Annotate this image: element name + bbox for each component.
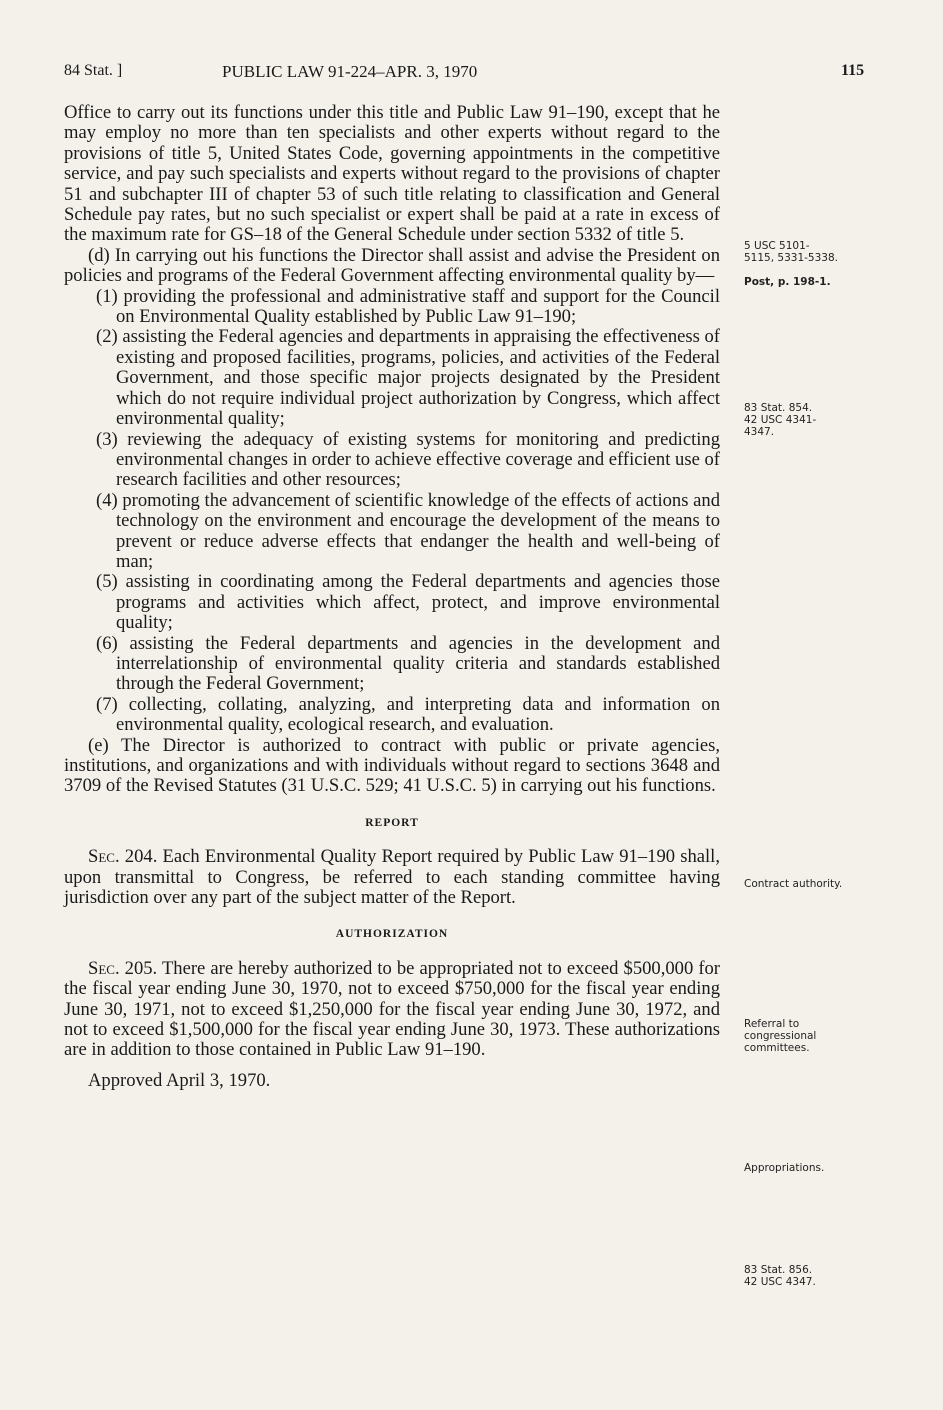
margin-note-line: 42 USC 4341- (744, 414, 817, 426)
section-205-text: There are hereby authorized to be appropriated not to exceed $500,000 for the fiscal year ending June 30, 1970, not to exceed $750,000 for the fiscal year ending June 30, 1971, not to exceed $1,250,000 for the fiscal year ending June 30, 1972, and not to exceed $1,500,000 for the fiscal year ending June 30, 1973. These authorizations are in addition to those contained in Public Law 91–190. (64, 957, 720, 1061)
margin-note-stat-856 (744, 1264, 864, 1288)
page-number: 115 (841, 62, 865, 79)
margin-note-usc-ref (744, 240, 864, 264)
margin-note-appropriations: Appropriations. (744, 1162, 825, 1174)
intro-paragraph: Office to carry out its functions under this title and Public Law 91–190, except that he may employ no more than ten specialists and other experts without regard to the provisions of title 5, United States Code, governing appointments in the competitive service, and pay such specialists and experts without regard to the provisions of chapter 51 and subchapter III of chapter 53 of such title relating to classification and General Schedule pay rates, but no such specialist or expert shall be paid at a rate in excess of the maximum rate for GS–18 of the General Schedule under section 5332 of title 5. (64, 102, 720, 246)
report-heading: REPORT (365, 816, 419, 829)
list-item-3: (3) reviewing the adequacy of existing systems for monitoring and predicting environmental changes in order to achieve effective coverage and efficient use of research facilities and other resources; (96, 428, 720, 491)
list-item-6: (6) assisting the Federal departments and agencies in the development and interrelationship of environmental quality criteria and standards established through the Federal Government; (96, 632, 720, 695)
margin-note-post-ref: Post, p. 198-1. (744, 276, 831, 288)
margin-note-line: 83 Stat. 856. (744, 1264, 813, 1276)
list-item-1: (1) providing the professional and administrative staff and support for the Council on Environmental Quality established by Public Law 91–190; (96, 285, 720, 328)
statute-volume-ref: 84 Stat. ] (64, 62, 123, 79)
section-204-text: Each Environmental Quality Report required by Public Law 91–190 shall, upon transmittal to Congress, be referred to each standing committee having jurisdiction over any part of the subject matter of the Report. (64, 846, 720, 909)
list-item-4: (4) promoting the advancement of scientific knowledge of the effects of actions and technology on the environment and encourage the development of the means to prevent or reduce adverse effects that endanger the health and well-being of man; (96, 489, 720, 572)
section-204-label: Sec. 204. (88, 846, 158, 868)
section-205-label: Sec. 205. (88, 957, 158, 979)
margin-note-stat-854 (744, 402, 864, 438)
margin-note-contract-authority: Contract authority. (744, 878, 843, 890)
running-title: PUBLIC LAW 91-224–APR. 3, 1970 (222, 62, 478, 81)
margin-note-line: 5 USC 5101- (744, 240, 810, 252)
section-205 (64, 959, 720, 1061)
body-text (64, 103, 720, 1091)
list-item-5: (5) assisting in coordinating among the Federal departments and agencies those programs and activities which affect, protect, and improve environmental quality; (96, 571, 720, 634)
subsection-d-lead: (d) In carrying out his functions the Director shall assist and advise the President on policies and programs of the Federal Government affecting environmental quality by— (64, 244, 720, 287)
approval-date: Approved April 3, 1970. (88, 1069, 271, 1091)
authorization-heading: AUTHORIZATION (335, 928, 449, 941)
subsection-e: (e) The Director is authorized to contract with public or private agencies, institutions, and organizations and with individuals without regard to sections 3648 and 3709 of the Revised Statutes (31 U.S.C. 529; 41 U.S.C. 5) in carrying out his functions. (64, 734, 720, 797)
margin-note-referral: Referral to congressional committees. (744, 1018, 817, 1054)
list-item-2: (2) assisting the Federal agencies and departments in appraising the effectiveness of existing and proposed facilities, programs, policies, and activities of the Federal Government, and those specific major projects designated by the President which do not require individual project authorization by Congress, which affect environmental quality; (96, 326, 720, 430)
margin-note-line: 83 Stat. 854. (744, 402, 813, 414)
margin-note-line: 42 USC 4347. (744, 1276, 816, 1288)
margin-note-line: 4347. (744, 426, 775, 438)
margin-note-line: 5115, 5331-5338. (744, 252, 838, 264)
list-item-7: (7) collecting, collating, analyzing, and interpreting data and information on environmental quality, ecological research, and evaluation. (96, 693, 720, 736)
section-204 (64, 847, 720, 908)
